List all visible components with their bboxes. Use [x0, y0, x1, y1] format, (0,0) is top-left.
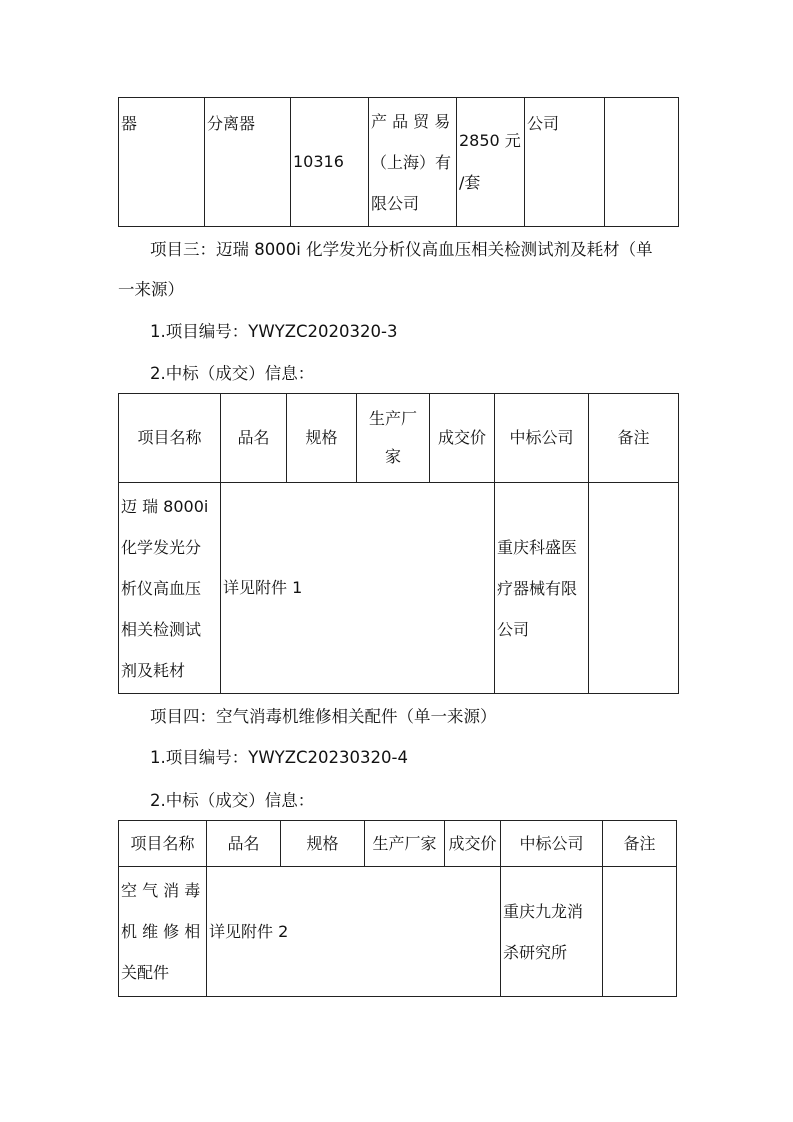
price-line: /套 — [459, 173, 481, 192]
winner-line: 杀研究所 — [503, 942, 568, 962]
winner-line: 重庆九龙消 — [503, 901, 584, 921]
header-text: 备注 — [617, 428, 650, 447]
header-maker — [365, 821, 445, 867]
header-price — [430, 394, 495, 483]
detail-text: 详见附件 2 — [209, 921, 289, 941]
table-header-row — [119, 821, 677, 867]
name-line: 空 气 消 毒 — [121, 881, 201, 900]
row-name — [119, 483, 221, 694]
row-note — [603, 867, 677, 997]
row-note — [589, 483, 679, 694]
project3-heading: 项目三：迈瑞 8000i 化学发光分析仪高血压相关检测试剂及耗材（单 — [150, 240, 653, 259]
project4-info-label: 2.中标（成交）信息： — [150, 791, 315, 810]
cell-category — [119, 98, 205, 227]
header-maker — [357, 394, 430, 483]
header-winner — [495, 394, 589, 483]
row-winner — [501, 867, 603, 997]
header-text: 项目名称 — [137, 428, 202, 447]
project4-table — [118, 820, 677, 997]
project4-heading: 项目四：空气消毒机维修相关配件（单一来源） — [150, 707, 497, 726]
project3-number: 1.项目编号：YWYZC2020320-3 — [150, 322, 398, 341]
header-text: 项目名称 — [130, 833, 195, 853]
cell-text: 公司 — [527, 114, 560, 133]
header-spec — [281, 821, 365, 867]
cell-note — [605, 98, 679, 227]
row-winner — [495, 483, 589, 694]
header-text: 品名 — [227, 833, 260, 853]
table-header-row — [119, 394, 679, 483]
cell-text: 10316 — [293, 152, 344, 171]
winner-line: 公司 — [497, 619, 530, 639]
cell-price — [457, 98, 525, 227]
header-text: 品名 — [237, 428, 270, 447]
header-text: 成交价 — [448, 833, 497, 853]
project3-heading-cont: 一来源） — [118, 280, 184, 299]
header-text: 家 — [384, 447, 401, 466]
project3-info-label: 2.中标（成交）信息： — [150, 364, 315, 383]
row-name — [119, 867, 207, 997]
header-text: 成交价 — [437, 428, 486, 447]
price-line: 2850 元 — [459, 131, 521, 150]
header-spec — [287, 394, 357, 483]
header-product — [221, 394, 287, 483]
header-name — [119, 394, 221, 483]
project4-number: 1.项目编号：YWYZC20230320-4 — [150, 748, 408, 767]
header-name — [119, 821, 207, 867]
cell-maker — [369, 98, 457, 227]
header-text: 规格 — [306, 833, 339, 853]
cell-text: 分离器 — [207, 114, 256, 133]
header-winner — [501, 821, 603, 867]
name-line: 迈 瑞 8000i — [121, 496, 209, 516]
header-price — [445, 821, 501, 867]
header-text: 中标公司 — [509, 428, 574, 447]
cell-spec — [291, 98, 369, 227]
header-product — [207, 821, 281, 867]
table-row — [119, 483, 679, 694]
header-note — [603, 821, 677, 867]
cell-product — [205, 98, 291, 227]
header-text: 生产厂 — [368, 409, 417, 428]
header-note — [589, 394, 679, 483]
header-text: 中标公司 — [519, 833, 584, 853]
name-line: 机 维 修 相 — [121, 922, 201, 941]
project3-table — [118, 393, 679, 694]
row-detail — [221, 483, 495, 694]
cell-winner — [525, 98, 605, 227]
detail-text: 详见附件 1 — [223, 578, 303, 597]
top-table — [118, 97, 679, 227]
name-line: 剂及耗材 — [121, 660, 186, 680]
name-line: 化学发光分 — [121, 537, 202, 557]
maker-line: 限公司 — [371, 193, 420, 213]
name-line: 关配件 — [121, 963, 170, 982]
name-line: 相关检测试 — [121, 619, 202, 639]
header-text: 生产厂家 — [372, 833, 437, 853]
header-text: 备注 — [623, 833, 656, 853]
header-text: 规格 — [305, 428, 338, 447]
winner-line: 重庆科盛医 — [497, 537, 578, 557]
maker-line: （上海）有 — [371, 152, 452, 172]
cell-text: 器 — [121, 114, 138, 133]
winner-line: 疗器械有限 — [497, 578, 578, 598]
maker-line: 产 品 贸 易 — [371, 111, 451, 131]
table-row — [119, 867, 677, 997]
row-detail — [207, 867, 501, 997]
name-line: 析仪高血压 — [121, 578, 202, 598]
